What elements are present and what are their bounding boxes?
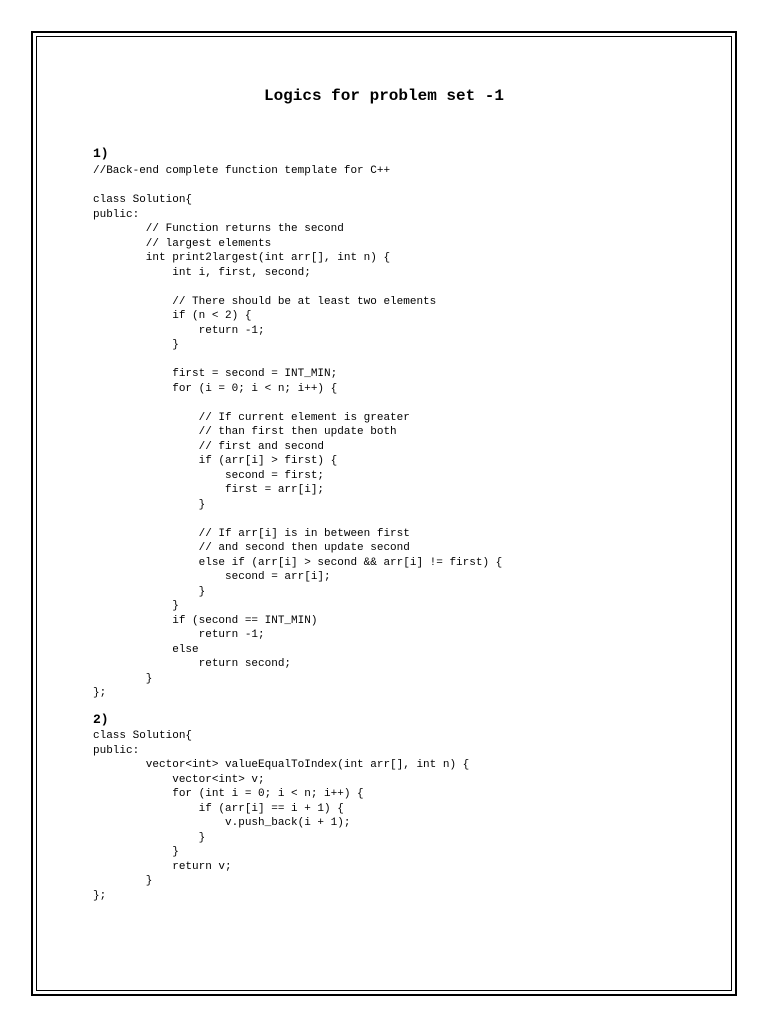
code-line <box>93 396 502 411</box>
code-line: } <box>93 672 153 685</box>
code-line: public: <box>93 208 140 221</box>
code-line: first = arr[i]; <box>93 484 325 496</box>
code-line <box>93 353 502 368</box>
code-line: int i, first, second; <box>93 266 311 279</box>
code-line: } <box>93 339 179 351</box>
code-line: } <box>93 498 206 511</box>
code-line: //Back-end complete function template for C++ <box>93 165 391 177</box>
code-line: second = arr[i]; <box>93 571 331 583</box>
code-line <box>93 280 502 295</box>
code-line: // If current element is greater <box>93 411 410 424</box>
code-line: else <box>93 643 199 656</box>
code-line: return -1; <box>93 324 265 337</box>
code-line: // than first then update both <box>93 426 397 438</box>
code-line: } <box>93 600 179 612</box>
code-line: v.push_back(i + 1); <box>93 817 351 829</box>
code-line: // largest elements <box>93 237 272 250</box>
code-line: } <box>93 875 153 887</box>
code-line: // Function returns the second <box>93 223 344 235</box>
section-2-code <box>93 729 469 903</box>
code-line: // If arr[i] is in between first <box>93 527 410 540</box>
code-line <box>93 512 502 527</box>
code-line: vector<int> valueEqualToIndex(int arr[], int n) { <box>93 759 470 771</box>
code-line: if (n < 2) { <box>93 310 252 322</box>
document-title: Logics for problem set -1 <box>263 87 505 105</box>
code-line <box>93 179 502 194</box>
code-line: public: <box>93 744 140 757</box>
code-line: for (i = 0; i < n; i++) { <box>93 382 338 395</box>
code-line: } <box>93 846 179 858</box>
code-line: return v; <box>93 860 232 873</box>
code-line: vector<int> v; <box>93 773 265 786</box>
code-line: int print2largest(int arr[], int n) { <box>93 252 391 264</box>
code-line: }; <box>93 889 107 902</box>
code-line: return -1; <box>93 629 265 641</box>
code-line: else if (arr[i] > second && arr[i] != first) { <box>93 556 503 569</box>
code-line: }; <box>93 687 107 699</box>
section-1-code <box>93 164 502 701</box>
code-line: first = second = INT_MIN; <box>93 368 338 380</box>
code-line: return second; <box>93 658 292 670</box>
code-line: second = first; <box>93 469 325 482</box>
code-line: // There should be at least two elements <box>93 295 437 308</box>
code-line: for (int i = 0; i < n; i++) { <box>93 788 364 800</box>
section-2-heading: 2) <box>93 712 109 727</box>
code-line: class Solution{ <box>93 194 193 206</box>
code-line: // and second then update second <box>93 542 410 554</box>
code-line: class Solution{ <box>93 730 193 742</box>
code-line: if (arr[i] > first) { <box>93 455 338 467</box>
code-line: // first and second <box>93 440 325 453</box>
code-line: } <box>93 831 206 844</box>
code-line: if (second == INT_MIN) <box>93 614 318 627</box>
code-line: } <box>93 585 206 598</box>
section-1-heading: 1) <box>93 146 109 161</box>
code-line: if (arr[i] == i + 1) { <box>93 802 344 815</box>
